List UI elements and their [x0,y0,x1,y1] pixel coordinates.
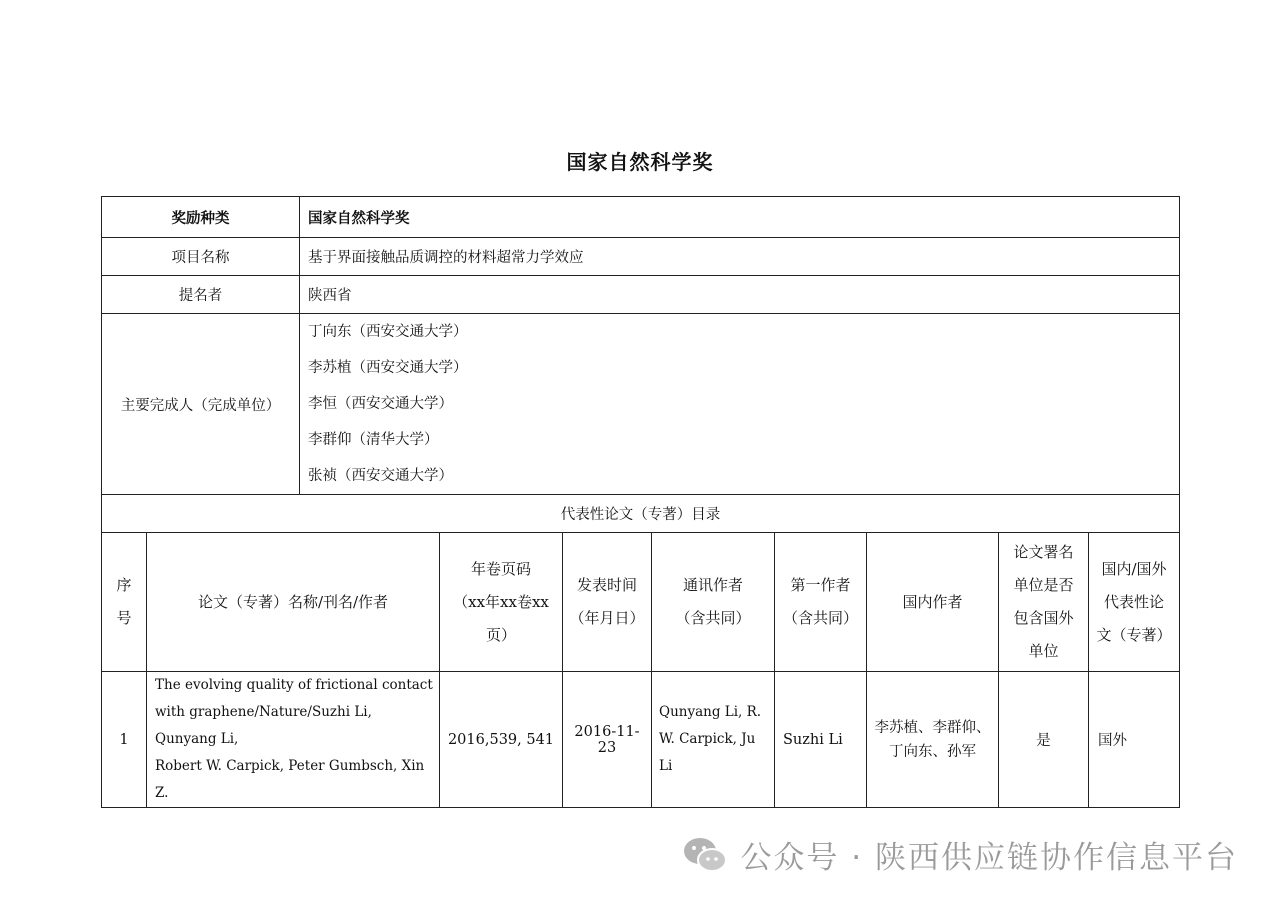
member-item: 丁向东（西安交通大学） [308,324,468,340]
papers-section-row [102,495,1180,533]
paper-corresponding: Qunyang Li, R. W. Carpick, Ju Li [652,672,775,808]
header-foreign-unit: 论文署名 单位是否 包含国外 单位 [999,533,1089,672]
award-table [101,196,1180,808]
paper-title: The evolving quality of frictional contact with graphene/Nature/Suzhi Li, Qunyang Li, Robert W. Carpick, Peter Gumbsch, Xin Z. [147,672,440,808]
project-name-value: 基于界面接触品质调控的材料超常力学效应 [300,238,1180,276]
nominator-row [102,276,1180,314]
nominator-value: 陕西省 [300,276,1180,314]
member-item: 李苏植（西安交通大学） [308,360,468,376]
header-seq: 序 号 [102,533,147,672]
papers-section-title: 代表性论文（专著）目录 [102,495,1180,533]
nominator-label: 提名者 [102,276,300,314]
paper-seq: 1 [102,672,147,808]
paper-first-author: Suzhi Li [775,672,867,808]
award-type-row [102,197,1180,238]
wechat-icon [682,835,728,875]
award-type-value: 国家自然科学奖 [300,197,1180,238]
table-row [102,672,1180,808]
member-item: 李恒（西安交通大学） [308,396,453,412]
award-type-label: 奖励种类 [102,197,300,238]
header-title: 论文（专著）名称/刊名/作者 [147,533,440,672]
header-volume: 年卷页码 （xx年xx卷xx 页） [440,533,563,672]
members-label: 主要完成人（完成单位） [102,314,300,495]
members-row [102,314,1180,495]
watermark [682,832,1238,877]
member-item: 张祯（西安交通大学） [308,468,453,484]
paper-foreign-unit: 是 [999,672,1089,808]
project-name-row [102,238,1180,276]
paper-date: 2016-11-23 [563,672,652,808]
paper-domestic-authors: 李苏植、李群仰、 丁向东、孙军 [867,672,999,808]
header-corresponding: 通讯作者 （含共同） [652,533,775,672]
paper-rep-type: 国外 [1089,672,1180,808]
header-first-author: 第一作者 （含共同） [775,533,867,672]
papers-header-row [102,533,1180,672]
paper-volume: 2016,539, 541 [440,672,563,808]
member-item: 李群仰（清华大学） [308,432,439,448]
watermark-text: 公众号 · 陕西供应链协作信息平台 [740,840,1238,876]
project-name-label: 项目名称 [102,238,300,276]
header-domestic: 国内作者 [867,533,999,672]
header-rep-type: 国内/国外 代表性论 文（专著） [1089,533,1180,672]
header-date: 发表时间 （年月日） [563,533,652,672]
document-title: 国家自然科学奖 [566,150,714,174]
members-list [300,314,1180,495]
